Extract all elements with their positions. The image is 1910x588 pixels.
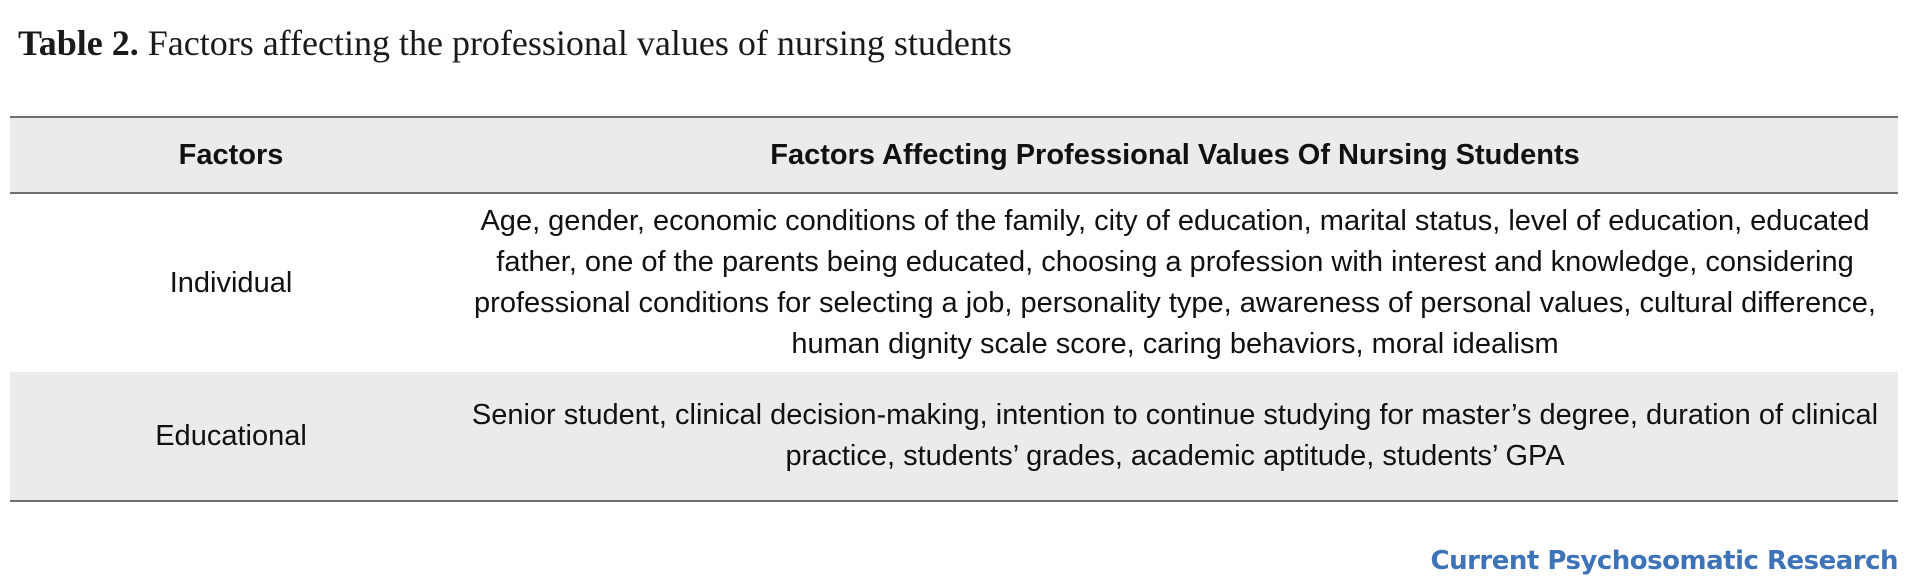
- table-row: [10, 372, 1898, 501]
- table-caption-label: Table 2.: [18, 23, 139, 63]
- factor-cell: Individual: [169, 266, 293, 299]
- table-caption-text: Factors affecting the professional values of nursing students: [138, 23, 1012, 63]
- header-factors: Factors: [178, 138, 284, 171]
- factors-table: [10, 116, 1898, 502]
- header-description: Factors Affecting Professional Values Of Nursing Students: [770, 138, 1580, 171]
- factor-cell: Educational: [155, 419, 307, 452]
- table-header: [10, 117, 1898, 193]
- description-cell: Age, gender, economic conditions of the family, city of education, marital status, level of education, educated father, one of the parents being educated, choosing a profession with interest and knowledge, considering professional conditions for selecting a job, personality type, awareness of personal values, cultural difference, human dignity scale score, caring behaviors, moral idealism: [474, 205, 1876, 360]
- table-row: [10, 193, 1898, 372]
- header-row: [10, 117, 1898, 193]
- factors-table-container: [10, 116, 1898, 502]
- table-body: [10, 193, 1898, 501]
- description-cell: Senior student, clinical decision-making, intention to continue studying for master’s degree, duration of clinical practice, students’ grades, academic aptitude, students’ GPA: [471, 399, 1879, 472]
- journal-logo: Current Psychosomatic Research: [1430, 546, 1898, 576]
- table-caption: [18, 22, 1012, 64]
